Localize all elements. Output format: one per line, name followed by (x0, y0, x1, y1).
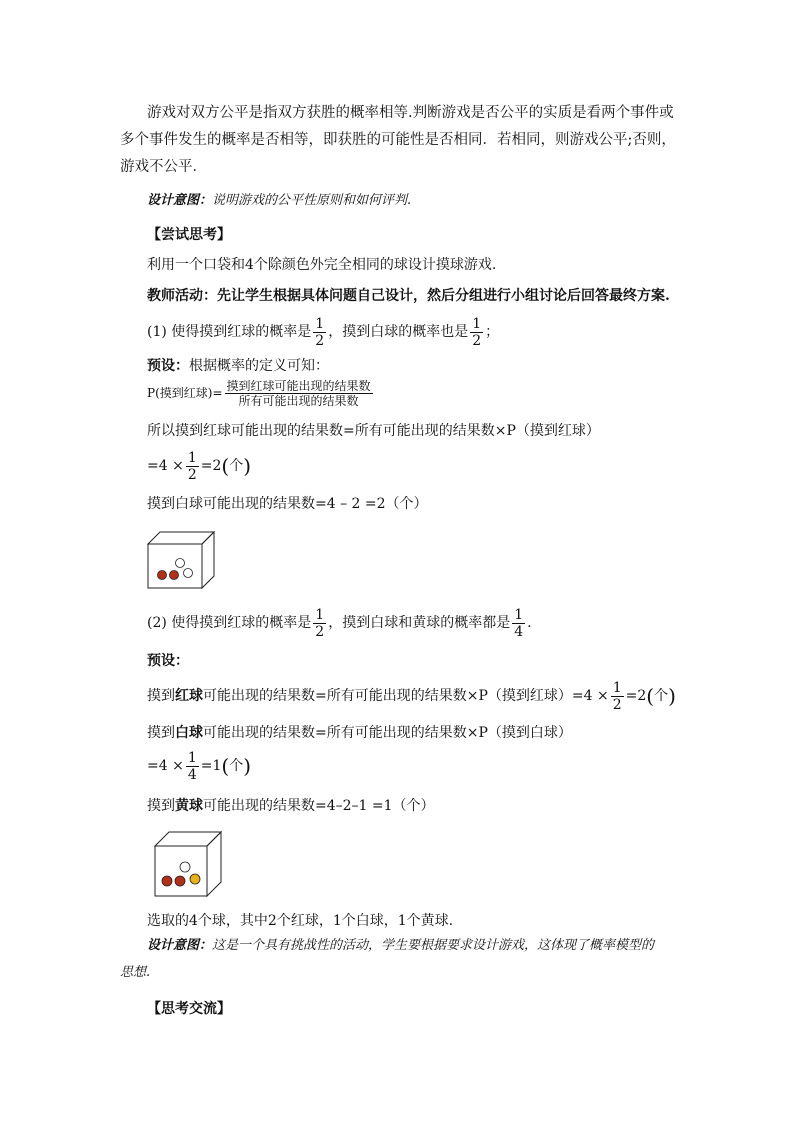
fraction (186, 450, 199, 483)
white-ball (184, 569, 193, 578)
fraction-numerator: 1 (315, 606, 325, 623)
teacher-label: 教师活动： (147, 288, 217, 304)
question-1 (147, 312, 499, 352)
fraction-numerator: 1 (472, 315, 482, 332)
fraction-numerator: 1 (514, 606, 524, 623)
yellow-line-rest: 可能出现的结果数=4–2–1 =1（个） (203, 798, 435, 814)
white-line-bold: 白球 (175, 725, 203, 741)
fraction-numerator: 1 (187, 449, 197, 466)
teacher-activity (147, 286, 670, 306)
fraction (611, 680, 624, 713)
fraction-denominator: 所有可能出现的结果数 (238, 393, 359, 408)
summary-text: 选取的4个球，其中2个红球，1个白球，1个黄球. (147, 913, 454, 929)
yellow-line-pre: 摸到 (147, 798, 175, 814)
calc-post: =1 (200, 758, 222, 774)
red-line-rest: 可能出现的结果数=所有可能出现的结果数×P（摸到红球）=4 × (203, 688, 609, 704)
yellow-ball (190, 874, 200, 884)
preset-label: 预设： (147, 358, 189, 374)
fraction-denominator: 2 (315, 623, 325, 640)
fraction-numerator: 1 (315, 315, 325, 332)
fraction-denominator: 2 (472, 332, 482, 349)
white-line-pre: 摸到 (147, 725, 175, 741)
preset-1 (147, 356, 329, 376)
fraction-numerator: 1 (612, 679, 622, 696)
q2-mid: ，摸到白球和黄球的概率都是 (328, 615, 511, 631)
bag-box-2-illustration (153, 830, 225, 898)
fraction-denominator: 2 (612, 696, 622, 713)
probability-formula (147, 376, 375, 410)
design-intent-2 (120, 932, 660, 986)
red-ball (170, 571, 179, 580)
calc-pre: =4 × (147, 758, 184, 774)
yellow-line-bold: 黄球 (175, 798, 203, 814)
q1-prefix: (1) 使得摸到红球的概率是 (147, 324, 312, 340)
design-intent-text: 这是一个具有挑战性的活动，学生要根据要求设计游戏，这体现了概率模型的思想. (120, 938, 655, 980)
fraction (313, 316, 326, 349)
red-line-post: =2 (625, 688, 647, 704)
red-ball (158, 571, 167, 580)
white-result-line: 摸到白球可能出现的结果数=4 – 2 =2（个） (147, 496, 428, 512)
preset-text: 根据概率的定义可知： (189, 358, 329, 374)
design-intent-1 (147, 190, 411, 211)
formula-lhs: P(摸到红球)= (147, 386, 223, 400)
teacher-text: 先让学生根据具体问题自己设计，然后分组进行小组讨论后回答最终方案. (217, 288, 670, 304)
q1-mid: ，摸到白球的概率也是 (328, 324, 469, 340)
design-intent-label: 设计意图： (147, 193, 213, 208)
calc-pre: =4 × (147, 458, 184, 474)
q2-suffix: . (527, 615, 532, 631)
red-line-pre: 摸到 (147, 688, 175, 704)
formula-fraction (225, 379, 373, 408)
red-ball (175, 876, 185, 886)
question-2 (147, 603, 532, 643)
fraction-numerator: 1 (187, 749, 197, 766)
so-line: 所以摸到红球可能出现的结果数=所有可能出现的结果数×P（摸到红球） (147, 423, 600, 439)
calc-post: =2 (200, 458, 222, 474)
fraction-numerator: 摸到红球可能出现的结果数 (226, 378, 371, 393)
calc-unit: 个 (229, 458, 244, 474)
task-text: 利用一个口袋和4个除颜色外完全相同的球设计摸球游戏. (147, 257, 497, 273)
fraction-denominator: 4 (187, 766, 197, 783)
calc-unit: 个 (229, 758, 244, 774)
calc-1: =4 × $\frac{1}{2}$ =2(个) (147, 449, 252, 483)
red-line-bold: 红球 (175, 688, 203, 704)
design-intent-label: 设计意图： (147, 938, 213, 953)
white-ball (176, 559, 185, 568)
white-ball-line (147, 723, 572, 743)
white-ball (180, 862, 190, 872)
fraction-denominator: 2 (187, 466, 197, 483)
fraction (512, 607, 525, 640)
fraction-denominator: 4 (514, 623, 524, 640)
section-heading-try: 【尝试思考】 (147, 227, 231, 243)
yellow-ball-line (147, 796, 435, 816)
fraction (186, 750, 199, 783)
white-line-rest: 可能出现的结果数=所有可能出现的结果数×P（摸到白球） (203, 725, 572, 741)
intro-paragraph: 游戏对双方公平是指双方获胜的概率相等.判断游戏是否公平的实质是看两个事件或多个事件发生的概率是否相等，即获胜的可能性是否相同．若相同，则游戏公平;否则，游戏不公平． (120, 105, 676, 175)
fraction (313, 607, 326, 640)
red-line-unit: 个 (654, 688, 669, 704)
design-intent-text: 说明游戏的公平性原则和如何评判. (212, 193, 412, 208)
bag-box-1-illustration (146, 530, 218, 590)
fraction-denominator: 2 (315, 332, 325, 349)
red-ball-line: 摸到红球可能出现的结果数=所有可能出现的结果数×P（摸到红球）=4 × $\frac{1}{2}$ =2(个) (147, 679, 676, 713)
fraction (470, 316, 483, 349)
calc-2: =4 × $\frac{1}{4}$ =1(个) (147, 749, 252, 783)
section-heading-think: 【思考交流】 (147, 1001, 231, 1017)
red-ball (162, 876, 172, 886)
q2-prefix: (2) 使得摸到红球的概率是 (147, 615, 312, 631)
q1-suffix: ； (485, 324, 500, 340)
preset-2: 预设： (147, 653, 189, 669)
